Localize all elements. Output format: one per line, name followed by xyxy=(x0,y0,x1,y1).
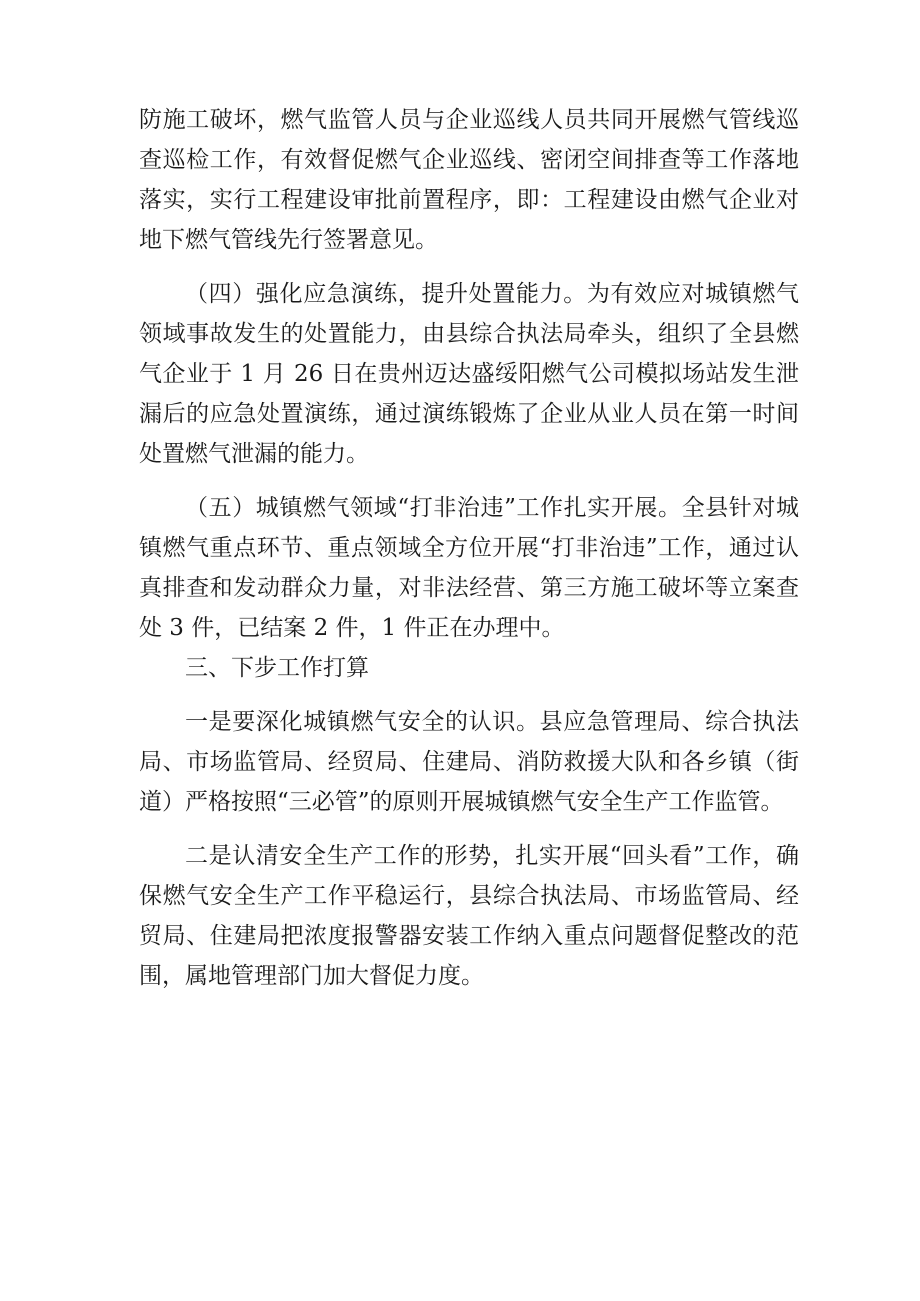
paragraph-section-four: （四）强化应急演练，提升处置能力。为有效应对城镇燃气领域事故发生的处置能力，由县综合执法局牵头，组织了全县燃气企业于 1 月 26 日在贵州迈达盛绥阳燃气公司模拟场站发生泄漏后的应急处置演练，通过演练锻炼了企业从业人员在第一时间处置燃气泄漏的能力。 xyxy=(139,281,799,467)
section-heading-next-steps: 三、下步工作打算 xyxy=(185,655,369,681)
paragraph-plan-one: 一是要深化城镇燃气安全的认识。县应急管理局、综合执法局、市场监管局、经贸局、住建局、消防救援大队和各乡镇（街道）严格按照“三必管”的原则开展城镇燃气安全生产工作监管。 xyxy=(139,709,799,815)
document-page xyxy=(139,100,799,996)
paragraph-section-five: （五）城镇燃气领域“打非治违”工作扎实开展。全县针对城镇燃气重点环节、重点领域全方位开展“打非治违”工作，通过认真排查和发动群众力量，对非法经营、第三方施工破坏等立案查处 3 件，已结案 2 件，1 件正在办理中。 xyxy=(139,495,799,641)
paragraph-continuation: 防施工破坏，燃气监管人员与企业巡线人员共同开展燃气管线巡查巡检工作，有效督促燃气企业巡线、密闭空间排查等工作落地落实，实行工程建设审批前置程序，即：工程建设由燃气企业对地下燃气管线先行签署意见。 xyxy=(139,107,799,253)
paragraph-plan-two: 二是认清安全生产工作的形势，扎实开展“回头看”工作，确保燃气安全生产工作平稳运行，县综合执法局、市场监管局、经贸局、住建局把浓度报警器安装工作纳入重点问题督促整改的范围，属地管理部门加大督促力度。 xyxy=(139,843,799,989)
